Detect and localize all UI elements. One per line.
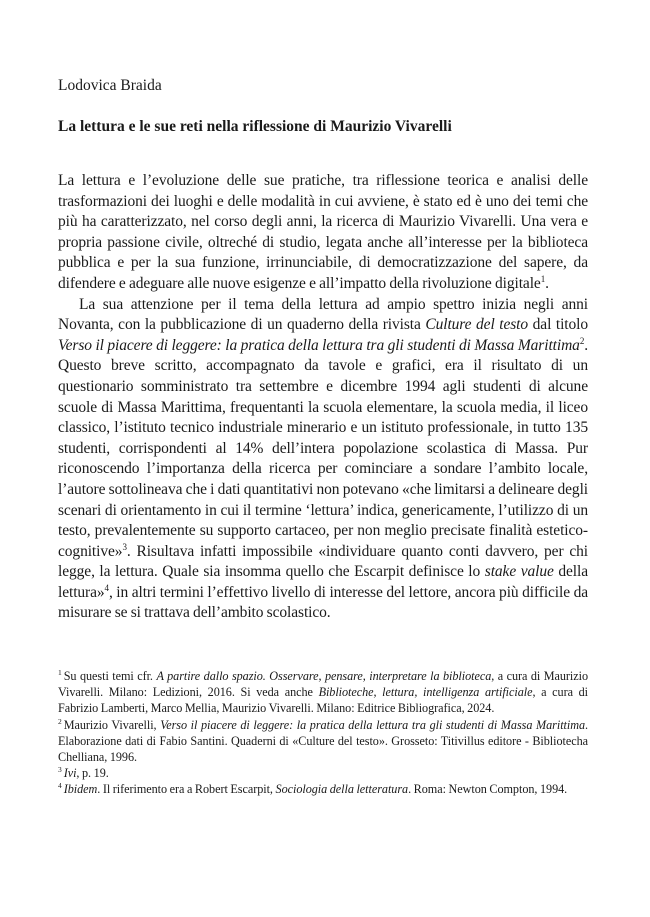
footnote-4 — [58, 781, 588, 797]
footnote-ref-3[interactable]: 3 — [122, 541, 127, 552]
footnotes — [58, 668, 588, 798]
text-run: , p. 19. — [76, 766, 109, 781]
italic-term: Ivi — [63, 766, 77, 781]
work-title: Verso il piacere di leggere: la pratica della lettura tra gli studenti di Massa Marittima — [160, 717, 585, 732]
footnote-3 — [58, 765, 588, 781]
text-run: . Risultava infatti impossibile «individuare quanto conti davvero, per chi legge, la lettura. Quale sia insomma quello che Escarpit definisce lo — [58, 542, 588, 581]
text-run: Maurizio Vivarelli, — [63, 717, 161, 732]
footnote-2 — [58, 717, 588, 766]
text-run: . Questo breve scritto, accompagnato da tavole e grafici, era il risultato di un questionario somministrato tra settembre e dicembre 1994 agli studenti di alcune scuole di Massa Marittima, frequentanti la scuola elementare, la scuola media, il liceo classico, l’istituto tecnico industriale minerario e un istituto professionale, in tutto 135 studenti, corrispondenti al 14% dell’intera popolazione scolastica di Massa. Pur riconoscendo l’importanza della ricerca per cominciare a sondare l’ambito locale, l’autore sottolineava che i dati quantitativi non potevano «che limitarsi a delineare degli scenari di orientamento in cui il termine ‘lettura’ indica, genericamente, l’utilizzo di un testo, prevalentemente su supporto cartaceo, per non meglio precisate finalità estetico-cognitive» — [58, 336, 588, 560]
italic-term: stake value — [484, 563, 554, 581]
text-run: dal titolo — [528, 316, 588, 334]
footnote-number: 4 — [58, 781, 62, 791]
text-run: , in altri termini l’effettivo livello di interesse del lettore, ancora più difficile da misurare se si trattava dell’ambito scolastico. — [58, 583, 588, 622]
work-title: A partire dallo spazio. Osservare, pensare, interpretare la biblioteca — [156, 669, 492, 683]
footnote-ref-2[interactable]: 2 — [579, 335, 585, 346]
footnote-1 — [58, 668, 588, 717]
footnote-ref-1[interactable]: 1 — [540, 273, 546, 284]
footnote-number: 3 — [58, 765, 62, 775]
author-name: Lodovica Braida — [58, 77, 162, 94]
text-run: . Il riferimento era a Robert Escarpit, — [97, 782, 276, 797]
text-run: . — [545, 274, 549, 292]
footnote-number: 2 — [58, 716, 62, 726]
chapter-title: La lettura e le sue reti nella riflessione di Maurizio Vivarelli — [58, 118, 452, 135]
footnote-number: 1 — [58, 667, 62, 677]
text-run: La lettura e l’evoluzione delle sue pratiche, tra riflessione teorica e analisi delle trasformazioni dei luoghi e delle modalità in cui avviene, è stato ed è uno dei temi che più ha caratterizzato, nel corso degli anni, la ricerca di Maurizio Vivarelli. Una vera e propria passione civile, oltreché di studio, legata anche all’interesse per la biblioteca pubblica e per la sua funzione, irrinunciabile, di democratizzazione del sapere, da difendere e adeguare alle nuove esigenze e all’impatto della rivoluzione digitale — [58, 172, 588, 292]
text-run: . Elaborazione dati di Fabio Santini. Quaderni di «Culture del testo». Grosseto: Titivillus editore - Bibliotecha Chelliana, 1996. — [58, 717, 588, 765]
paragraph-2 — [58, 295, 588, 625]
text-run: , a cura di Maurizio Vivarelli. Milano: Ledizioni, 2016. Si veda anche — [58, 669, 589, 700]
text-run: La sua attenzione per il tema della lettura ad ampio spettro inizia negli anni Novanta, con la pubblicazione di un quaderno della rivista — [58, 295, 588, 334]
italic-term: Ibidem — [63, 782, 98, 797]
work-title: Biblioteche, lettura, intelligenza artificiale — [318, 685, 533, 700]
text-run: . Roma: Newton Compton, 1994. — [408, 782, 568, 797]
journal-title: Culture del testo — [425, 316, 529, 334]
text-run: Su questi temi cfr. — [63, 669, 157, 683]
work-title: Sociologia della letteratura — [275, 782, 409, 797]
main-text — [58, 171, 588, 624]
work-title: Verso il piacere di leggere: la pratica della lettura tra gli studenti di Massa Marittima — [58, 336, 580, 354]
paragraph-1 — [58, 171, 588, 295]
footnote-ref-4[interactable]: 4 — [104, 582, 109, 593]
text-run: , a cura di Fabrizio Lamberti, Marco Mellia, Maurizio Vivarelli. Milano: Editrice Bibliografica, 2024. — [58, 685, 588, 716]
text-run: della lettura» — [58, 563, 588, 601]
